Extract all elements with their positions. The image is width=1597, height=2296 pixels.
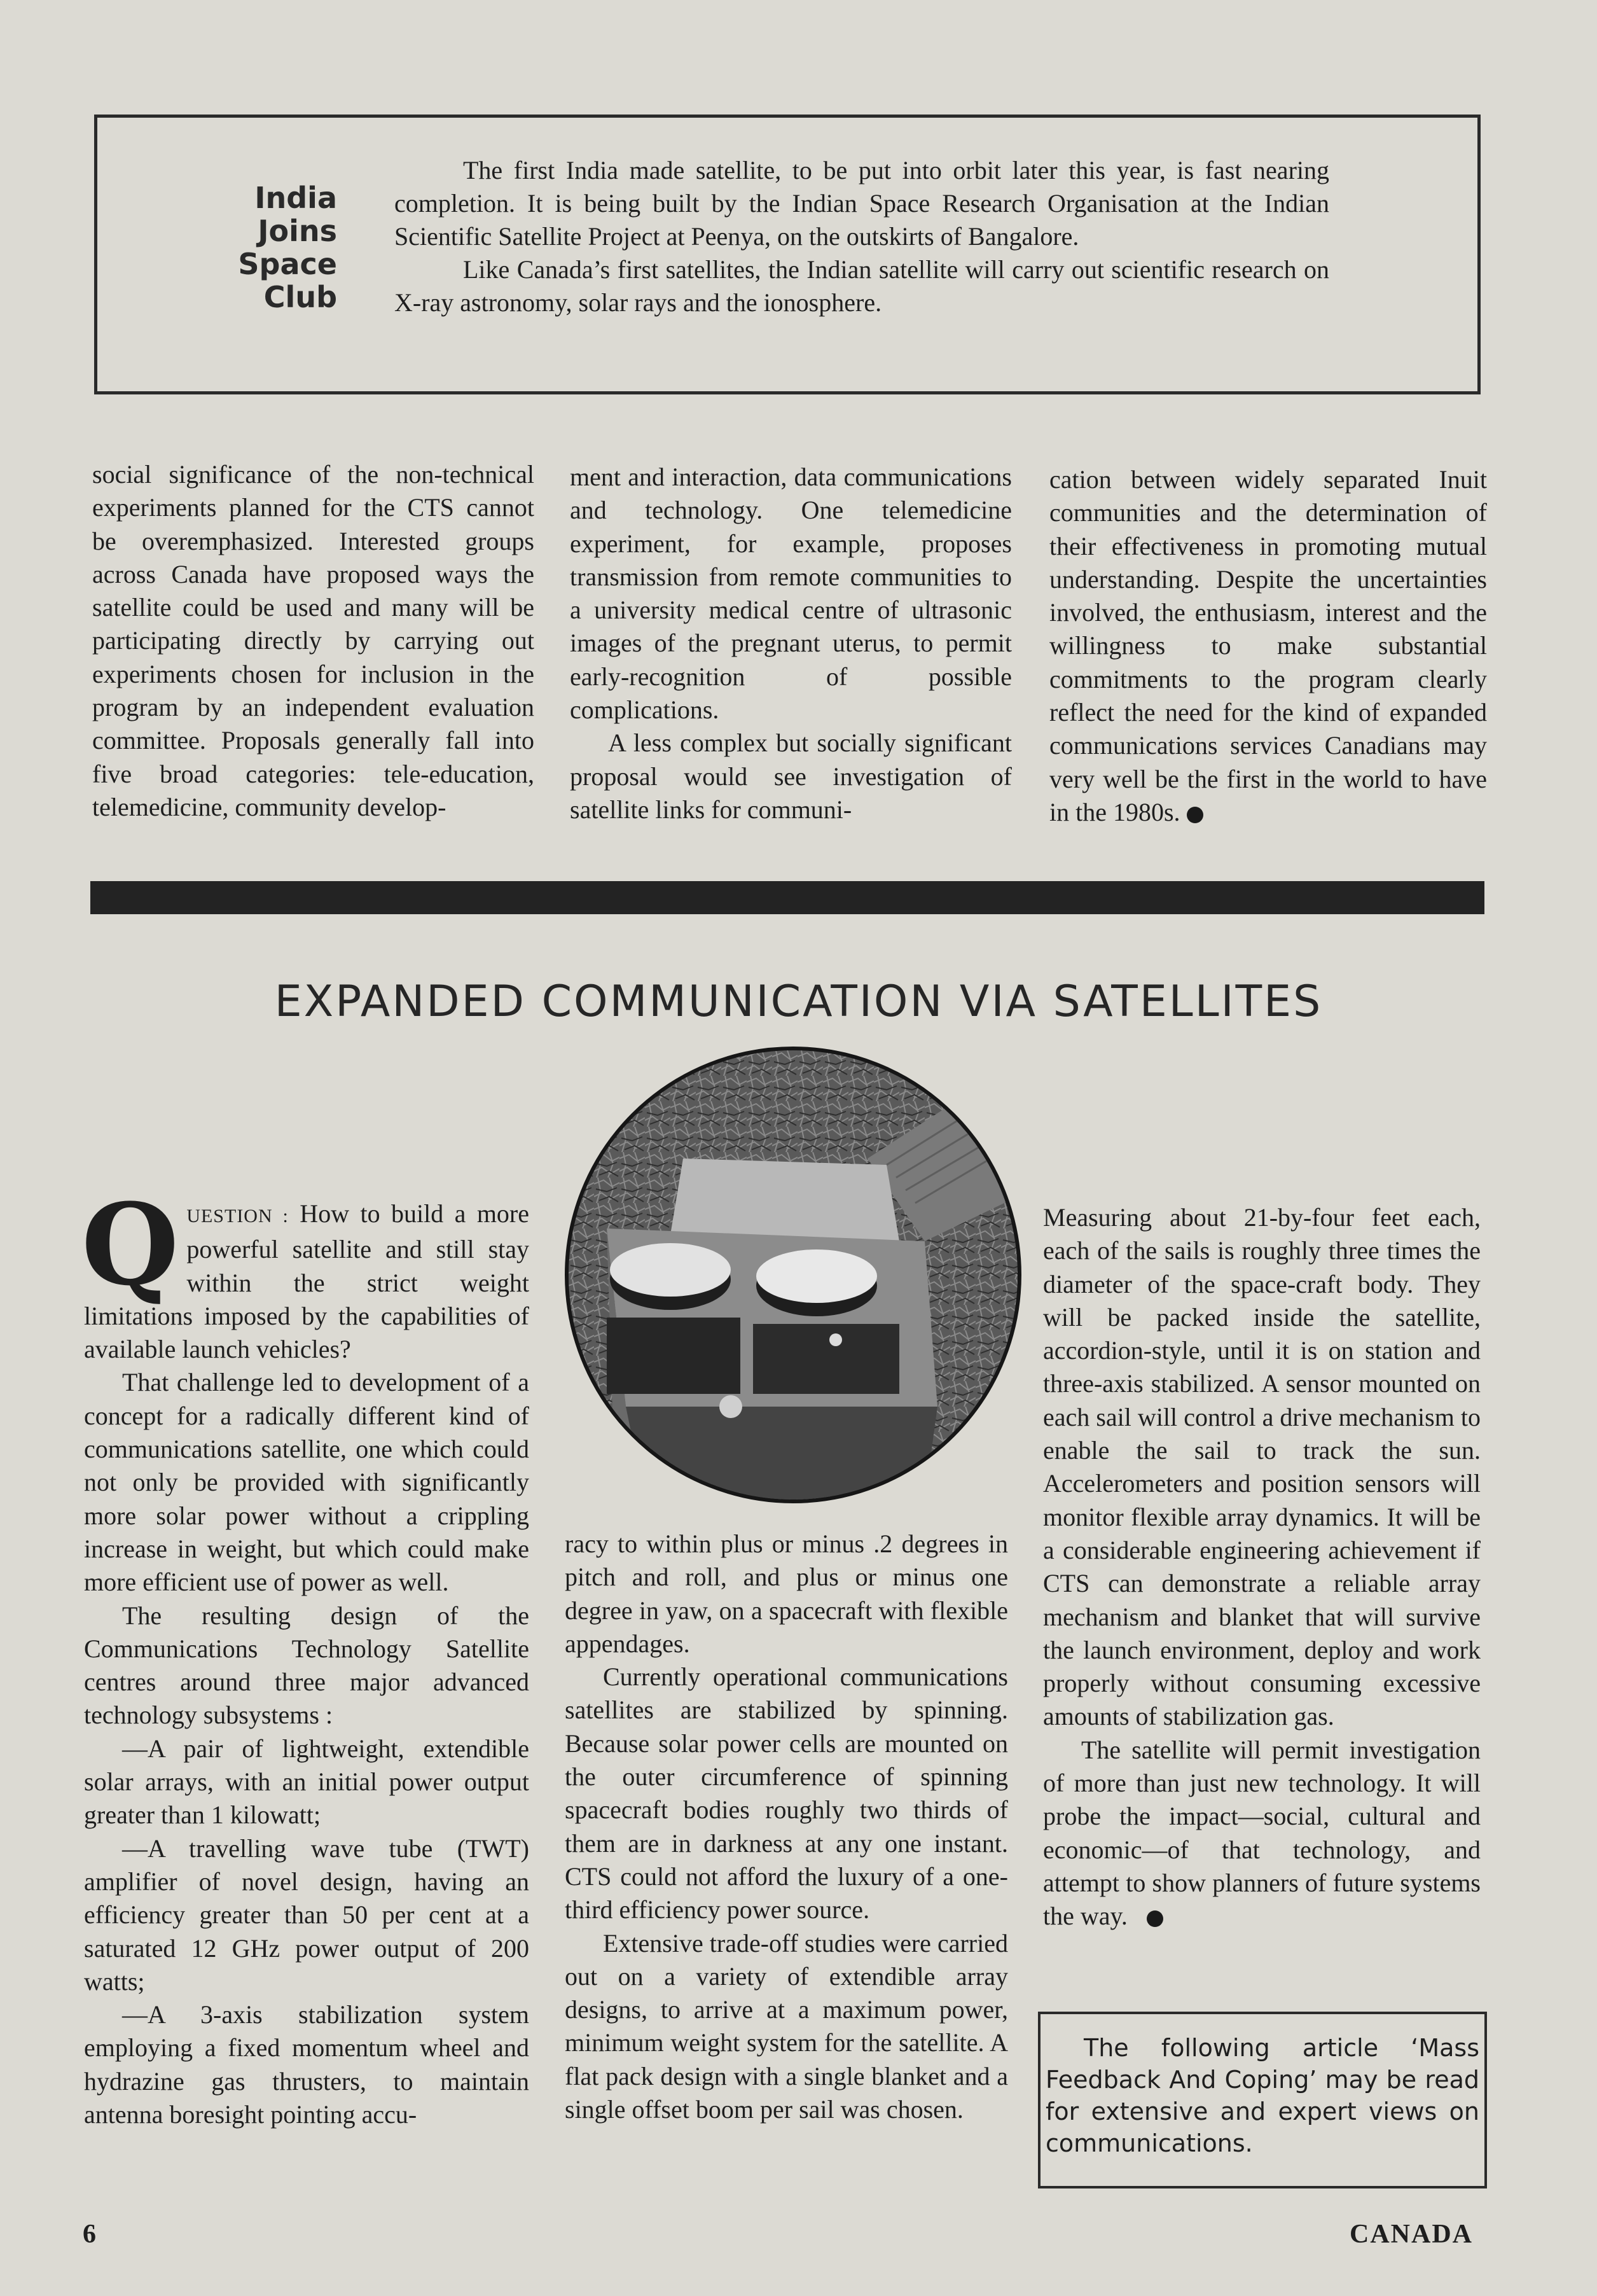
end-mark-icon xyxy=(1147,1910,1163,1927)
section-divider xyxy=(90,881,1484,914)
article-paragraph: racy to within plus or minus .2 degrees in pitch and roll, and plus or minus one degree in yaw, on a spacecraft with flexible appendages. xyxy=(565,1529,1008,1658)
article-paragraph: —A travelling wave tube (TWT) amplifier of novel design, having an efficiency greater than 50 per cent at a saturated 12 GHz power output of 200 watts; xyxy=(84,1833,529,1996)
note-box xyxy=(1038,2012,1487,2188)
lead-text: How to build a more powerful satellite and still stay within the strict weight limitations imposed by the capabilities of available launch vehicles? xyxy=(84,1199,530,1364)
satellite-photo xyxy=(565,1047,1021,1503)
article-paragraph: Measuring about 21-by-four feet each, each of the sails is roughly three times the diameter of the space-craft body. They will be packed inside the satellite, accordion-style, until it is on station and three-axis stabilized. A sensor mounted on each sail will control a drive mechanism to enable the sail to track the sun. Accelerometers and position sensors will monitor flexible array dynamics. It will be a considerable engineering achievement if CTS can demonstrate a reliable array mechanism and blanket that will survive the launch environment, deploy and work properly without consuming excessive amounts of stabilization gas. xyxy=(1043,1203,1481,1731)
prev-article-paragraph: social significance of the non-technical experiments planned for the CTS cannot be overemphasized. Interested groups across Canada have proposed ways the satellite could be used and many will be participating directly by carrying out experiments chosen for inclusion in the program by an independent evaluation committee. Proposals generally fall into five broad categories: tele-education, telemedicine, community develop- xyxy=(92,460,534,821)
article-paragraph xyxy=(1043,1734,1481,1933)
satellite-photo-image xyxy=(569,1050,1018,1499)
drop-cap: Q xyxy=(81,1179,179,1311)
prev-article-paragraph xyxy=(1049,463,1487,829)
sidebar-text xyxy=(394,154,1329,319)
article-paragraph: —A 3-axis stabilization system employing a fixed momentum wheel and hydrazine gas thrusters, to maintain antenna boresight pointing accu- xyxy=(84,2000,529,2129)
article-column-3 xyxy=(1043,1201,1481,1933)
prev-article-column-3 xyxy=(1049,463,1487,829)
footer-label: CANADA xyxy=(1350,2220,1473,2249)
sidebar-title-line: Space xyxy=(238,247,337,281)
article-column-1 xyxy=(81,1179,530,2131)
page-number: 6 xyxy=(83,2220,96,2249)
sidebar-title-line: Joins xyxy=(258,214,337,248)
prev-article-paragraph: A less complex but socially significant proposal would see investigation of satellite links for communi- xyxy=(570,728,1012,824)
end-mark-icon xyxy=(1187,807,1203,823)
article-title: EXPANDED COMMUNICATION VIA SATELLITES xyxy=(274,977,1323,1027)
sidebar-title-line: India xyxy=(254,181,337,215)
article-paragraph: Currently operational communications satellites are stabilized by spinning. Because solar power cells are mounted on the outer circumference of spinning spacecraft bodies roughly two thirds of them are in darkness at any one instant. CTS could not afford the luxury of a one-third efficiency power source. xyxy=(565,1662,1008,1924)
sidebar-title-line: Club xyxy=(263,280,337,314)
prev-article-text: cation between widely separated Inuit communities and the determination of their effectiveness in promoting mutual understanding. Despite the uncertainties involved, the enthusiasm, interest and the willingness to make substantial commitments to the program clearly reflect the need for the kind of expanded communications services Canadians may very well be the first in the world to have in the 1980s. xyxy=(1049,465,1487,826)
article-column-2 xyxy=(565,1527,1008,2126)
prev-article-column-1 xyxy=(92,458,534,824)
note-text: The following article ‘Mass Feedback And Coping’ may be read for extensive and expert views on communications. xyxy=(1046,2034,1479,2157)
article-paragraph: That challenge led to development of a concept for a radically different kind of communications satellite, one which could not only be provided with significantly more solar power without a crippling increase in weight, but which could make more efficient use of power as well. xyxy=(84,1368,529,1597)
lead-in: UESTION : xyxy=(186,1206,289,1227)
prev-article-paragraph: ment and interaction, data communications and technology. One telemedicine experiment, for example, proposes transmission from remote communities to a university medical centre of ultrasonic images of the pregnant uterus, to permit early-recognition of possible complications. xyxy=(570,463,1012,725)
prev-article-column-2 xyxy=(570,461,1012,826)
article-lead-paragraph xyxy=(81,1179,530,1366)
sidebar-title xyxy=(216,181,337,314)
article-paragraph: Extensive trade-off studies were carried out on a variety of extendible array designs, to arrive at a maximum power, minimum weight system for the satellite. A flat pack design with a single blanket and a single offset boom per sail was chosen. xyxy=(565,1928,1008,2124)
article-text: The satellite will permit investigation of more than just new technology. It will probe the impact—social, cultural and economic—of that technology, and attempt to show planners of future systems the way. xyxy=(1043,1735,1481,1931)
article-paragraph: —A pair of lightweight, extendible solar arrays, with an initial power output greater than 1 kilowatt; xyxy=(84,1734,529,1830)
sidebar-paragraph: Like Canada’s first satellites, the Indian satellite will carry out scientific research on X-ray astronomy, solar rays and the ionosphere. xyxy=(394,255,1329,317)
article-paragraph: The resulting design of the Communications Technology Satellite centres around three major advanced technology subsystems : xyxy=(84,1601,529,1730)
sidebar-paragraph: The first India made satellite, to be put into orbit later this year, is fast nearing completion. It is being built by the Indian Space Research Organisation at the Indian Scientific Satellite Project at Peenya, on the outskirts of Bangalore. xyxy=(394,156,1329,251)
